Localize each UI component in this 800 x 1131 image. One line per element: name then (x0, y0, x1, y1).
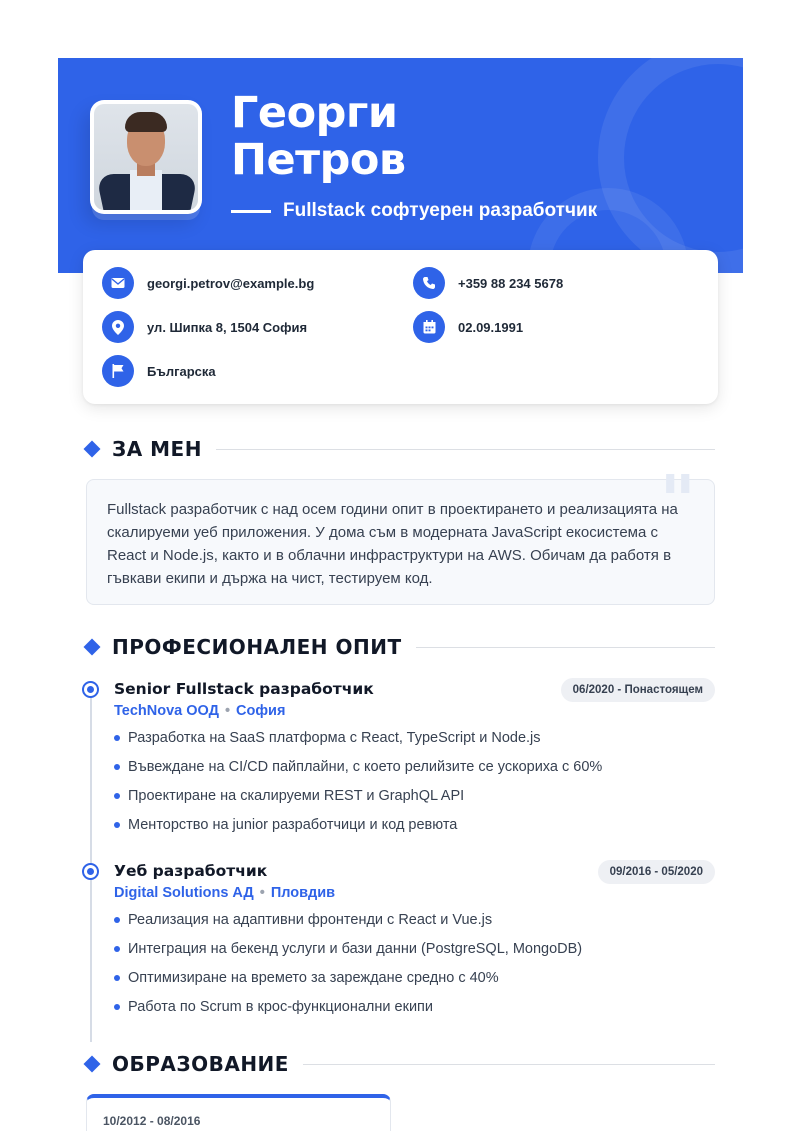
flag-icon (102, 355, 134, 387)
contact-nationality (102, 355, 216, 387)
job-title: Senior Fullstack разработчик (114, 680, 374, 698)
list-item: Оптимизиране на времето за зареждане средно с 40% (114, 967, 715, 996)
diamond-bullet-icon (84, 441, 101, 458)
education-dates: 10/2012 - 08/2016 (103, 1114, 201, 1128)
diamond-bullet-icon (84, 1056, 101, 1073)
separator-dot: • (224, 703, 231, 719)
education-card (86, 1094, 391, 1131)
job-entry (114, 862, 715, 1025)
list-item: Интеграция на бекенд услуги и бази данни (PostgreSQL, MongoDB) (114, 938, 715, 967)
role-accent-line (231, 210, 271, 213)
nationality-text: Българска (147, 363, 216, 379)
first-name: Георги (231, 88, 398, 138)
experience-heading (83, 635, 715, 659)
birthdate-text: 02.09.1991 (458, 319, 524, 335)
list-item: Разработка на SaaS платформа с React, TypeScript и Node.js (114, 727, 715, 756)
list-item: Въвеждане на CI/CD пайплайни, с което релийзите се ускориха с 60% (114, 756, 715, 785)
job-company-line (114, 885, 715, 901)
job-dates-badge: 06/2020 - Понастоящем (561, 678, 715, 702)
list-item: Работа по Scrum в крос-функционални екипи (114, 996, 715, 1025)
about-title: ЗА МЕН (112, 437, 202, 461)
job-dates-badge: 09/2016 - 05/2020 (598, 860, 715, 884)
company-name: TechNova ООД (114, 703, 219, 719)
profile-photo (90, 100, 202, 214)
location-pin-icon (102, 311, 134, 343)
list-item: Менторство на junior разработчици и код ревюта (114, 814, 715, 843)
person-name (231, 90, 406, 184)
envelope-icon (102, 267, 134, 299)
list-item: Реализация на адаптивни фронтенди с React и Vue.js (114, 909, 715, 938)
last-name: Петров (231, 135, 406, 185)
timeline-dot-icon (82, 681, 99, 698)
company-location: София (236, 703, 286, 719)
job-company-line (114, 703, 715, 719)
education-heading (83, 1052, 715, 1076)
about-box (86, 459, 715, 605)
timeline-dot-icon (82, 863, 99, 880)
company-location: Пловдив (270, 885, 336, 901)
contact-phone[interactable] (413, 267, 563, 299)
phone-text: +359 88 234 5678 (458, 275, 564, 291)
job-title: Уеб разработчик (114, 862, 268, 880)
address-text: ул. Шипка 8, 1504 София (147, 319, 308, 335)
contact-address (102, 311, 307, 343)
contact-email[interactable] (102, 267, 314, 299)
divider (216, 449, 715, 450)
job-role: Fullstack софтуерен разработчик (283, 200, 598, 221)
experience-title: ПРОФЕСИОНАЛЕН ОПИТ (112, 635, 402, 659)
email-text: georgi.petrov@example.bg (147, 275, 315, 291)
contact-birthdate (413, 311, 523, 343)
job-bullets (114, 909, 715, 1025)
contact-card (83, 250, 718, 404)
divider (416, 647, 715, 648)
diamond-bullet-icon (84, 639, 101, 656)
job-bullets (114, 727, 715, 843)
about-text: Fullstack разработчик с над осем години опит в проектирането и реализацията на скалируеми уеб приложения. У дома съм в модерната JavaScript екосистема с React и Node.js, както и в облачни инфраструктури на AWS. Обичам да работя в гъвкави екипи и държа на чист, тестируем код. (107, 501, 678, 587)
quote-mark-icon: " (659, 459, 696, 542)
phone-icon (413, 267, 445, 299)
calendar-icon (413, 311, 445, 343)
separator-dot: • (259, 885, 265, 901)
about-heading (83, 437, 715, 461)
list-item: Проектиране на скалируеми REST и GraphQL API (114, 785, 715, 814)
company-name: Digital Solutions АД (114, 885, 254, 901)
job-entry (114, 680, 715, 843)
education-title: ОБРАЗОВАНИЕ (112, 1052, 289, 1076)
divider (303, 1064, 715, 1065)
